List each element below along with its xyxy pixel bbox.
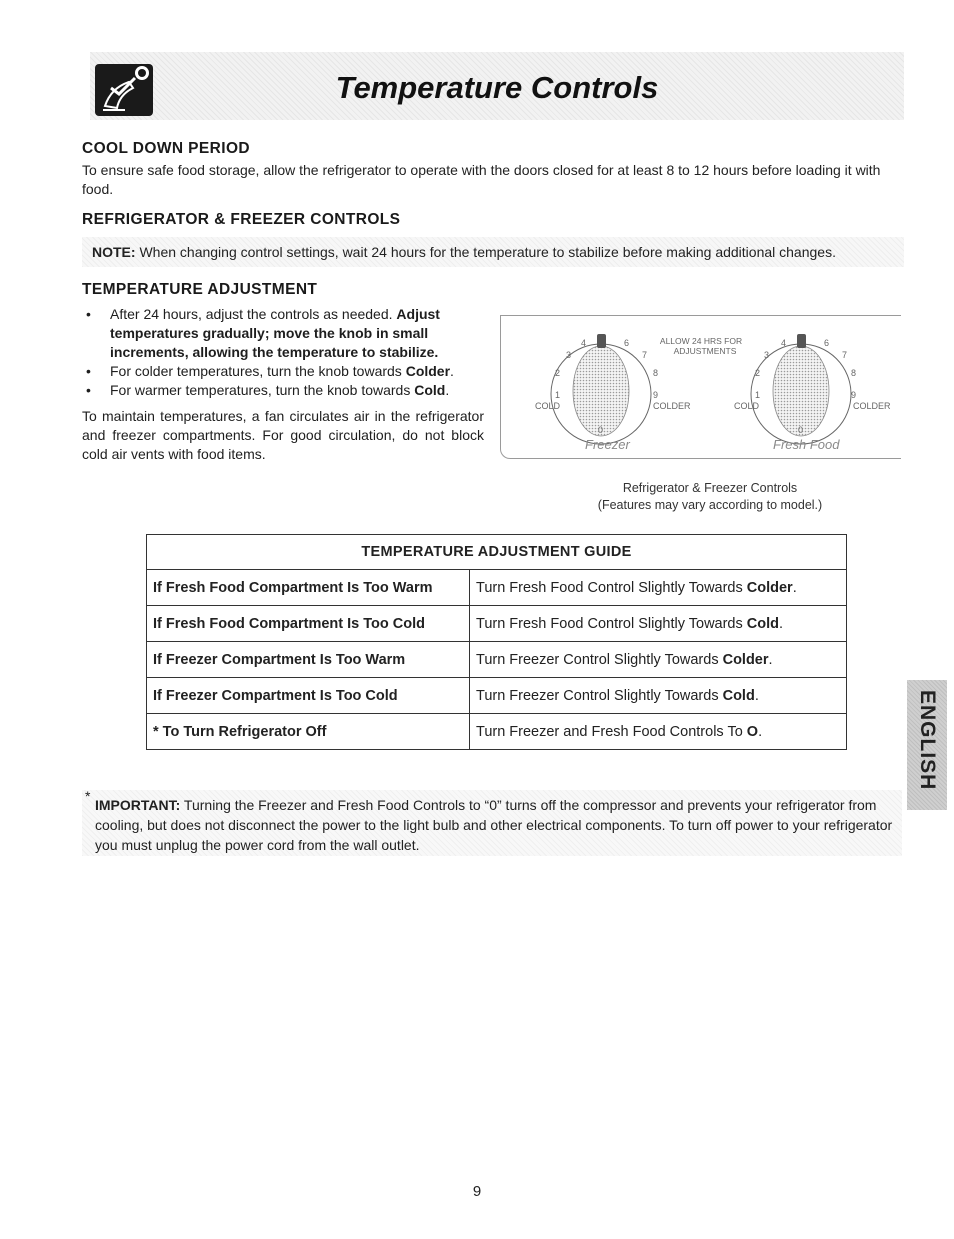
note-body: When changing control settings, wait 24 hours for the temperature to stabilize before making additional changes. — [135, 244, 836, 260]
action-end: . — [768, 651, 773, 668]
dial-number: 1 — [555, 390, 561, 400]
dial-number: 9 — [851, 390, 857, 400]
dial-number: 2 — [755, 368, 761, 378]
condition-cell: If Fresh Food Compartment Is Too Cold — [147, 606, 470, 642]
condition-cell: If Freezer Compartment Is Too Cold — [147, 678, 470, 714]
adjustment-bullets — [82, 305, 484, 400]
important-asterisk: * — [85, 788, 91, 804]
freezer-label: Freezer — [585, 437, 630, 452]
dial-number: 8 — [851, 368, 857, 378]
bullet-end: . — [450, 363, 454, 379]
language-tab-label: ENGLISH — [916, 690, 939, 791]
action-bold: Colder — [722, 651, 769, 668]
fan-paragraph: To maintain temperatures, a fan circulates air in the refrigerator and freezer compartments. For good circulation, do not block cold air vents with food items. — [82, 408, 484, 462]
colder-label: COLDER — [853, 401, 891, 411]
action-bold: Cold — [746, 615, 779, 632]
cool-down-heading: COOL DOWN PERIOD — [82, 140, 251, 157]
table-row — [147, 570, 847, 606]
caption-line1: Refrigerator & Freezer Controls — [622, 481, 798, 495]
action-bold: O — [746, 723, 759, 740]
action-text: Turn Freezer and Fresh Food Controls To — [476, 723, 747, 740]
dial-number: 6 — [624, 338, 630, 348]
table-row — [147, 678, 847, 714]
page-title: Temperature Controls — [335, 70, 659, 105]
action-end: . — [792, 579, 797, 596]
dial-number: 3 — [764, 350, 770, 360]
allow-line1: ALLOW 24 HRS FOR — [659, 336, 743, 346]
dial-number: 0 — [598, 425, 604, 435]
dial-number: 9 — [653, 390, 659, 400]
bullet-end: . — [445, 382, 450, 398]
bullet-text: For colder temperatures, turn the knob towards — [110, 363, 406, 379]
action-end: . — [779, 615, 784, 632]
bullet-bold: Colder — [405, 363, 451, 379]
dial-number: 4 — [781, 338, 787, 348]
dial-number: 0 — [798, 425, 804, 435]
allow-line2: ADJUSTMENTS — [673, 346, 737, 356]
bullet-text: For warmer temperatures, turn the knob towards — [110, 382, 415, 398]
important-body: Turning the Freezer and Fresh Food Controls to “0” turns off the compressor and prevents your refrigerator from cooling, but does not disconnect the power to the light bulb and other electrical components. To turn off power to your refrigerator you must unplug the power cord from the wall outlet. — [95, 797, 893, 853]
list-item — [82, 381, 484, 400]
dial-number: 3 — [566, 350, 572, 360]
table-row — [147, 642, 847, 678]
action-text: Turn Fresh Food Control Slightly Towards — [476, 579, 747, 596]
list-item — [82, 305, 484, 362]
action-cell — [470, 714, 847, 750]
figure-caption — [560, 480, 860, 514]
action-text: Turn Freezer Control Slightly Towards — [476, 687, 723, 704]
action-text: Turn Fresh Food Control Slightly Towards — [476, 615, 747, 632]
bullet-bold: Adjust temperatures gradually; move the knob in small increments, allowing the temperature to stabilize. — [110, 306, 440, 360]
action-cell — [470, 642, 847, 678]
control-panel-illustration — [500, 315, 901, 459]
bullet-bold: Cold — [414, 382, 446, 398]
action-cell — [470, 678, 847, 714]
condition-cell: If Freezer Compartment Is Too Warm — [147, 642, 470, 678]
dial-number: 1 — [755, 390, 761, 400]
fresh-food-label: Fresh Food — [773, 437, 840, 452]
cold-label: COLD — [535, 401, 561, 411]
list-item — [82, 362, 484, 381]
adjustment-guide-table — [146, 534, 847, 750]
action-bold: Colder — [746, 579, 793, 596]
note-label: NOTE: — [92, 244, 136, 260]
cool-down-text: To ensure safe food storage, allow the refrigerator to operate with the doors closed for at least 8 to 12 hours before loading it with food. — [82, 162, 881, 197]
bullet-text: After 24 hours, adjust the controls as needed. — [110, 306, 397, 322]
action-text: Turn Freezer Control Slightly Towards — [476, 651, 723, 668]
important-label: IMPORTANT: — [95, 797, 181, 813]
dial-number: 4 — [581, 338, 587, 348]
caption-line2: (Features may vary according to model.) — [597, 498, 823, 512]
adjustment-heading: TEMPERATURE ADJUSTMENT — [82, 281, 318, 298]
dial-number: 7 — [842, 350, 848, 360]
colder-label: COLDER — [653, 401, 691, 411]
cold-label: COLD — [734, 401, 760, 411]
condition-cell: * To Turn Refrigerator Off — [147, 714, 470, 750]
table-header-row — [147, 535, 847, 570]
table-row — [147, 714, 847, 750]
action-end: . — [758, 723, 763, 740]
action-cell — [470, 606, 847, 642]
table-row — [147, 606, 847, 642]
dial-number: 6 — [824, 338, 830, 348]
action-bold: Cold — [722, 687, 755, 704]
note-text — [92, 244, 836, 260]
page-number: 9 — [472, 1183, 482, 1200]
controls-heading: REFRIGERATOR & FREEZER CONTROLS — [82, 211, 401, 228]
table-title: TEMPERATURE ADJUSTMENT GUIDE — [147, 535, 847, 570]
action-cell — [470, 570, 847, 606]
dial-number: 7 — [642, 350, 648, 360]
action-end: . — [754, 687, 759, 704]
dial-number: 2 — [555, 368, 561, 378]
important-text — [95, 795, 895, 855]
dial-number: 8 — [653, 368, 659, 378]
condition-cell: If Fresh Food Compartment Is Too Warm — [147, 570, 470, 606]
